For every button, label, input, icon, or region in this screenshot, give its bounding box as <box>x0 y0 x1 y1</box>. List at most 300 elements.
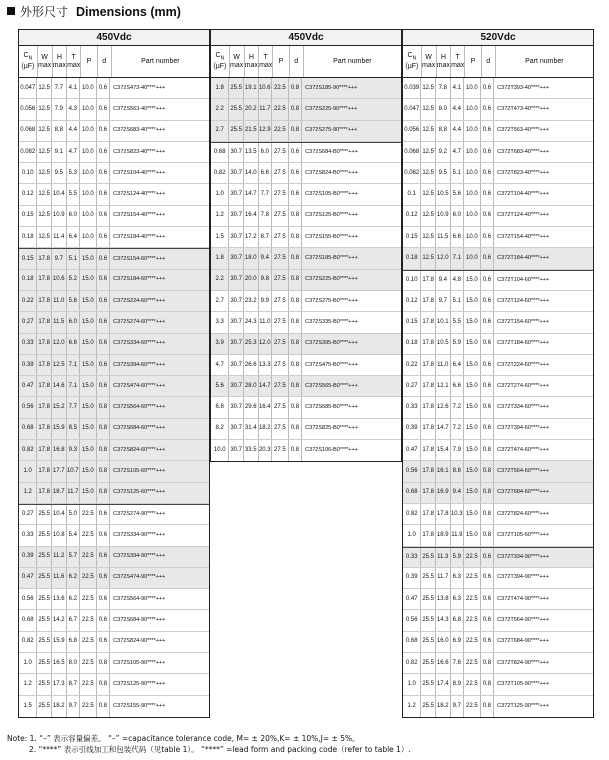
part-number-cell: C372S684-60****+++ <box>113 425 166 432</box>
column-headers <box>19 46 209 78</box>
value-cell: 17.8 <box>37 270 52 290</box>
value-cell: 10.6 <box>52 270 67 290</box>
value-cell: 7.7 <box>259 184 273 204</box>
value-cell: 0.6 <box>97 291 111 311</box>
value-cell: 0.6 <box>481 291 495 311</box>
value-cell: 0.15 <box>19 206 37 226</box>
value-cell: 6.4 <box>451 355 465 375</box>
table-row <box>19 227 209 248</box>
column-header-h <box>437 46 452 77</box>
value-cell: 0.10 <box>19 163 37 183</box>
value-cell: 12.9 <box>259 121 273 141</box>
value-cell: 1.2 <box>19 483 37 503</box>
value-cell: 6.6 <box>451 376 465 396</box>
value-cell: 16.6 <box>436 653 451 673</box>
value-cell: 15.0 <box>80 376 96 396</box>
column-header-w-line: W <box>425 53 432 61</box>
value-cell: 25.5 <box>421 653 436 673</box>
column-header-cn-line: $C_N$ <box>23 52 33 62</box>
value-cell: 10.0 <box>80 142 96 162</box>
value-cell: 0.6 <box>481 142 495 162</box>
value-cell: 0.22 <box>403 355 421 375</box>
value-cell: 15.0 <box>80 312 96 332</box>
table-row <box>403 291 593 312</box>
value-cell: 10.0 <box>464 121 480 141</box>
value-cell: 2.7 <box>211 291 229 311</box>
value-cell: 6.2 <box>67 568 81 588</box>
part-number-cell: C372T154-40****+++ <box>497 233 549 240</box>
value-cell: 27.5 <box>272 397 288 417</box>
value-cell: 0.056 <box>403 121 421 141</box>
column-header-t-line: max <box>67 61 81 69</box>
value-cell: 25.5 <box>229 99 244 119</box>
part-number-cell: C372S564-60****+++ <box>113 404 166 411</box>
table-row <box>403 312 593 333</box>
value-cell: 0.8 <box>97 653 111 673</box>
value-cell: 5.6 <box>211 376 229 396</box>
value-cell: 30.7 <box>229 355 244 375</box>
value-cell: 0.6 <box>481 184 495 204</box>
part-number-cell: C372S474-60****+++ <box>113 382 166 389</box>
part-number-cell: C372T154-60****+++ <box>497 318 549 325</box>
value-cell: 12.5 <box>37 227 52 247</box>
value-cell: 0.6 <box>97 78 111 98</box>
table-row <box>19 589 209 610</box>
value-cell: 25.5 <box>37 589 52 609</box>
value-cell: 0.82 <box>403 504 421 524</box>
value-cell: 15.0 <box>80 249 96 268</box>
value-cell: 30.7 <box>229 419 244 439</box>
table-row <box>211 376 401 397</box>
value-cell: 0.6 <box>97 184 111 204</box>
column-header-h <box>245 46 260 77</box>
value-cell: 0.39 <box>403 419 421 439</box>
value-cell: 14.7 <box>436 419 451 439</box>
value-cell: 10.0 <box>211 440 229 461</box>
value-cell: 17.8 <box>436 504 451 524</box>
value-cell: 18.0 <box>244 248 259 268</box>
value-cell: 27.5 <box>272 163 288 183</box>
value-cell: 17.7 <box>52 461 67 481</box>
value-cell: 17.2 <box>244 227 259 247</box>
value-cell: 12.5 <box>37 206 52 226</box>
value-cell: 11.0 <box>259 312 273 332</box>
value-cell: 0.8 <box>289 121 303 141</box>
part-number-cell: C372S823-40****+++ <box>113 148 166 155</box>
value-cell: 5.0 <box>67 505 81 524</box>
value-cell: 5.4 <box>67 525 81 545</box>
value-cell: 29.6 <box>244 397 259 417</box>
value-cell: 28.0 <box>244 376 259 396</box>
value-cell: 0.8 <box>289 312 303 332</box>
value-cell: 0.039 <box>403 78 421 98</box>
table-row <box>403 376 593 397</box>
value-cell: 17.4 <box>436 674 451 694</box>
table-row <box>19 674 209 695</box>
value-cell: 17.8 <box>37 249 52 268</box>
value-cell: 0.6 <box>481 99 495 119</box>
value-cell: 0.15 <box>19 249 37 268</box>
value-cell: 15.2 <box>52 397 67 417</box>
value-cell: 3.9 <box>211 334 229 354</box>
value-cell: 0.47 <box>19 376 37 396</box>
column-header-w <box>230 46 245 77</box>
table-row <box>211 206 401 227</box>
value-cell: 0.8 <box>481 525 495 545</box>
value-cell: 15.0 <box>464 355 480 375</box>
value-cell: 0.18 <box>19 227 37 247</box>
column-header-t-line: T <box>71 53 76 61</box>
value-cell: 0.082 <box>403 163 421 183</box>
value-cell: 5.6 <box>451 184 465 204</box>
value-cell: 6.6 <box>451 227 465 247</box>
value-cell: 7.8 <box>259 206 273 226</box>
value-cell: 27.5 <box>272 419 288 439</box>
value-cell: 15.0 <box>80 461 96 481</box>
part-number-cell: C372S274-60****+++ <box>113 318 166 325</box>
value-cell: 18.9 <box>436 525 451 545</box>
value-cell: 0.8 <box>97 674 111 694</box>
value-cell: 22.5 <box>464 568 480 588</box>
value-cell: 22.5 <box>464 548 480 567</box>
value-cell: 0.82 <box>211 163 229 183</box>
column-header-cn <box>211 46 230 77</box>
part-number-cell: C372S184-60****+++ <box>113 276 166 283</box>
value-cell: 9.1 <box>52 142 67 162</box>
column-header-part: Part number <box>141 57 180 65</box>
value-cell: 10.4 <box>52 505 67 524</box>
table-row <box>403 589 593 610</box>
value-cell: 0.047 <box>403 99 421 119</box>
value-cell: 10.0 <box>464 78 480 98</box>
table-row <box>403 355 593 376</box>
value-cell: 15.0 <box>80 440 96 460</box>
value-cell: 0.8 <box>289 334 303 354</box>
value-cell: 8.2 <box>211 419 229 439</box>
value-cell: 15.0 <box>464 291 480 311</box>
column-header-h-line: max <box>244 61 258 69</box>
value-cell: 7.8 <box>436 78 451 98</box>
table-row <box>403 270 593 291</box>
value-cell: 0.6 <box>481 121 495 141</box>
table-row <box>19 121 209 142</box>
value-cell: 2.2 <box>211 99 229 119</box>
value-cell: 0.47 <box>403 589 421 609</box>
column-header-d: d <box>482 46 496 77</box>
value-cell: 12.5 <box>37 78 52 98</box>
value-cell: 25.5 <box>37 653 52 673</box>
value-cell: 10.0 <box>80 206 96 226</box>
value-cell: 30.7 <box>229 397 244 417</box>
value-cell: 11.0 <box>52 291 67 311</box>
value-cell: 0.6 <box>97 505 111 524</box>
table-row <box>211 248 401 269</box>
column-header-h-line: H <box>56 53 62 61</box>
value-cell: 0.47 <box>403 440 421 460</box>
value-cell: 12.5 <box>421 121 436 141</box>
column-header-h-line: H <box>440 53 446 61</box>
value-cell: 0.8 <box>481 504 495 524</box>
column-header-t-line: T <box>455 53 460 61</box>
value-cell: 0.8 <box>289 440 303 461</box>
value-cell: 15.0 <box>464 397 480 417</box>
note-line-2: 2. “****” 表示引线加工和包装代码（见table 1）。 “****” =lead form and packing code（refer to table 1）. <box>29 744 411 754</box>
table-row <box>19 653 209 674</box>
value-cell: 0.8 <box>481 653 495 673</box>
value-cell: 10.0 <box>80 227 96 247</box>
column-header-cn-line: (μF) <box>21 62 35 70</box>
value-cell: 22.5 <box>80 589 96 609</box>
value-cell: 0.68 <box>19 419 37 439</box>
value-cell: 0.6 <box>97 249 111 268</box>
part-number-cell: C372S185-90****+++ <box>305 84 358 91</box>
value-cell: 0.33 <box>403 548 421 567</box>
value-cell: 16.4 <box>259 397 273 417</box>
value-cell: 0.8 <box>97 696 111 717</box>
column-headers <box>403 46 593 78</box>
value-cell: 15.4 <box>436 440 451 460</box>
value-cell: 7.6 <box>451 653 465 673</box>
column-header-d: d <box>98 46 112 77</box>
column-header-cn-line: $C_N$ <box>215 52 225 62</box>
table-row <box>211 121 401 142</box>
value-cell: 22.5 <box>80 568 96 588</box>
table-row <box>19 142 209 163</box>
value-cell: 7.1 <box>451 248 465 268</box>
value-cell: 0.6 <box>289 184 303 204</box>
value-cell: 17.8 <box>421 312 436 332</box>
value-cell: 7.2 <box>451 397 465 417</box>
value-cell: 17.8 <box>37 355 52 375</box>
part-number-cell: C372S473-40****+++ <box>113 84 166 91</box>
column-header-h <box>53 46 68 77</box>
value-cell: 1.5 <box>211 227 229 247</box>
value-cell: 1.0 <box>19 653 37 673</box>
value-cell: 5.9 <box>451 334 465 354</box>
value-cell: 6.9 <box>451 632 465 652</box>
column-header-cn <box>19 46 38 77</box>
part-number-cell: C372T473-40****+++ <box>497 105 549 112</box>
part-number-cell: C372S394-90****+++ <box>113 553 166 560</box>
table-row <box>403 525 593 546</box>
table-row <box>403 227 593 248</box>
value-cell: 11.7 <box>67 483 81 503</box>
value-cell: 15.0 <box>464 334 480 354</box>
value-cell: 22.5 <box>464 632 480 652</box>
value-cell: 22.5 <box>80 653 96 673</box>
table-row <box>403 632 593 653</box>
value-cell: 0.6 <box>97 632 111 652</box>
part-number-cell: C372S274-90****+++ <box>113 511 166 518</box>
value-cell: 0.6 <box>481 610 495 630</box>
value-cell: 22.5 <box>80 696 96 717</box>
value-cell: 15.0 <box>80 355 96 375</box>
table-row <box>19 248 209 269</box>
table-row <box>403 440 593 461</box>
value-cell: 3.3 <box>211 312 229 332</box>
table-row <box>19 483 209 504</box>
value-cell: 0.8 <box>289 99 303 119</box>
table-row <box>211 163 401 184</box>
value-cell: 11.3 <box>436 548 451 567</box>
value-cell: 0.8 <box>289 376 303 396</box>
value-cell: 5.1 <box>451 291 465 311</box>
part-number-cell: C372S155-B0****+++ <box>305 233 358 240</box>
part-number-cell: C372S564-90****+++ <box>113 595 166 602</box>
value-cell: 15.0 <box>464 440 480 460</box>
value-cell: 27.5 <box>272 184 288 204</box>
value-cell: 0.6 <box>97 525 111 545</box>
value-cell: 0.8 <box>289 291 303 311</box>
part-number-cell: C372T394-90****+++ <box>497 574 549 581</box>
value-cell: 17.8 <box>421 271 436 290</box>
value-cell: 22.5 <box>464 610 480 630</box>
part-number-cell: C372S334-60****+++ <box>113 340 166 347</box>
value-cell: 25.5 <box>421 568 436 588</box>
value-cell: 17.8 <box>421 334 436 354</box>
value-cell: 17.8 <box>421 419 436 439</box>
value-cell: 15.0 <box>80 270 96 290</box>
value-cell: 25.5 <box>421 610 436 630</box>
part-number-cell: C372S474-90****+++ <box>113 574 166 581</box>
column-header-w-line: W <box>41 53 48 61</box>
value-cell: 0.39 <box>19 355 37 375</box>
value-cell: 0.18 <box>403 334 421 354</box>
value-cell: 0.8 <box>289 206 303 226</box>
column-header-p: P <box>273 46 290 77</box>
value-cell: 12.5 <box>421 142 436 162</box>
table-row <box>211 312 401 333</box>
value-cell: 6.8 <box>211 397 229 417</box>
value-cell: 0.6 <box>481 632 495 652</box>
value-cell: 5.2 <box>67 270 81 290</box>
value-cell: 25.5 <box>37 525 52 545</box>
value-cell: 5.3 <box>67 163 81 183</box>
value-cell: 30.7 <box>229 248 244 268</box>
value-cell: 0.6 <box>481 334 495 354</box>
value-cell: 30.7 <box>229 270 244 290</box>
part-number-cell: C372S563-40****+++ <box>113 105 166 112</box>
column-header-part: Part number <box>525 57 564 65</box>
value-cell: 10.7 <box>67 461 81 481</box>
value-cell: 0.8 <box>289 397 303 417</box>
value-cell: 11.0 <box>436 355 451 375</box>
value-cell: 10.8 <box>52 525 67 545</box>
value-cell: 0.6 <box>481 419 495 439</box>
value-cell: 7.7 <box>52 78 67 98</box>
value-cell: 0.56 <box>403 610 421 630</box>
subscript-n: N <box>28 55 33 62</box>
table-row <box>19 270 209 291</box>
value-cell: 27.5 <box>272 227 288 247</box>
column-header-d: d <box>290 46 304 77</box>
value-cell: 15.0 <box>464 504 480 524</box>
value-cell: 1.0 <box>211 184 229 204</box>
value-cell: 6.0 <box>259 143 273 162</box>
column-header-t-line: max <box>451 61 465 69</box>
table-row <box>211 184 401 205</box>
value-cell: 8.0 <box>436 99 451 119</box>
value-cell: 10.0 <box>464 248 480 268</box>
value-cell: 6.6 <box>259 163 273 183</box>
table-row <box>19 206 209 227</box>
value-cell: 4.1 <box>451 78 465 98</box>
value-cell: 0.8 <box>289 270 303 290</box>
part-number-cell: C372S824-90****+++ <box>113 638 166 645</box>
value-cell: 22.5 <box>464 589 480 609</box>
value-cell: 31.4 <box>244 419 259 439</box>
part-number-cell: C372T824-60****+++ <box>497 510 549 517</box>
part-number-cell: C372S565-B0****+++ <box>305 382 358 389</box>
table-row <box>211 397 401 418</box>
value-cell: 12.5 <box>421 206 436 226</box>
part-number-cell: C372S225-90****+++ <box>305 105 358 112</box>
value-cell: 16.9 <box>436 483 451 503</box>
value-cell: 16.1 <box>436 461 451 481</box>
table-row <box>19 461 209 482</box>
value-cell: 17.8 <box>421 461 436 481</box>
value-cell: 1.0 <box>403 525 421 545</box>
part-number-cell: C372T105-60****+++ <box>497 531 549 538</box>
value-cell: 2.7 <box>211 121 229 141</box>
part-number-cell: C372S155-90****+++ <box>113 702 166 709</box>
table-row <box>19 312 209 333</box>
value-cell: 16.5 <box>52 653 67 673</box>
value-cell: 10.0 <box>80 99 96 119</box>
value-cell: 13.3 <box>259 355 273 375</box>
value-cell: 9.7 <box>436 291 451 311</box>
value-cell: 0.56 <box>19 589 37 609</box>
value-cell: 15.0 <box>80 291 96 311</box>
value-cell: 0.8 <box>97 440 111 460</box>
value-cell: 0.39 <box>19 547 37 567</box>
value-cell: 17.8 <box>37 483 52 503</box>
value-cell: 10.1 <box>436 312 451 332</box>
value-cell: 12.5 <box>421 78 436 98</box>
value-cell: 12.6 <box>436 397 451 417</box>
value-cell: 0.68 <box>403 483 421 503</box>
value-cell: 11.5 <box>436 227 451 247</box>
column-headers <box>211 46 401 78</box>
value-cell: 27.5 <box>272 312 288 332</box>
value-cell: 1.2 <box>211 206 229 226</box>
value-cell: 14.7 <box>244 184 259 204</box>
value-cell: 0.6 <box>97 334 111 354</box>
value-cell: 18.2 <box>52 696 67 717</box>
value-cell: 0.8 <box>289 355 303 375</box>
part-number-cell: C372T334-90****+++ <box>497 553 549 560</box>
value-cell: 1.0 <box>403 674 421 694</box>
table-row <box>403 610 593 631</box>
value-cell: 15.0 <box>80 419 96 439</box>
table-row <box>211 419 401 440</box>
value-cell: 0.6 <box>481 548 495 567</box>
value-cell: 30.7 <box>229 312 244 332</box>
value-cell: 10.4 <box>52 184 67 204</box>
value-cell: 25.5 <box>421 674 436 694</box>
value-cell: 0.8 <box>481 440 495 460</box>
value-cell: 6.4 <box>67 227 81 247</box>
value-cell: 14.6 <box>52 376 67 396</box>
value-cell: 13.6 <box>52 589 67 609</box>
value-cell: 13.5 <box>244 143 259 162</box>
value-cell: 7.1 <box>67 355 81 375</box>
table-row <box>211 142 401 163</box>
value-cell: 22.5 <box>80 632 96 652</box>
value-cell: 15.0 <box>464 525 480 545</box>
value-cell: 0.8 <box>97 419 111 439</box>
value-cell: 30.7 <box>229 143 244 162</box>
